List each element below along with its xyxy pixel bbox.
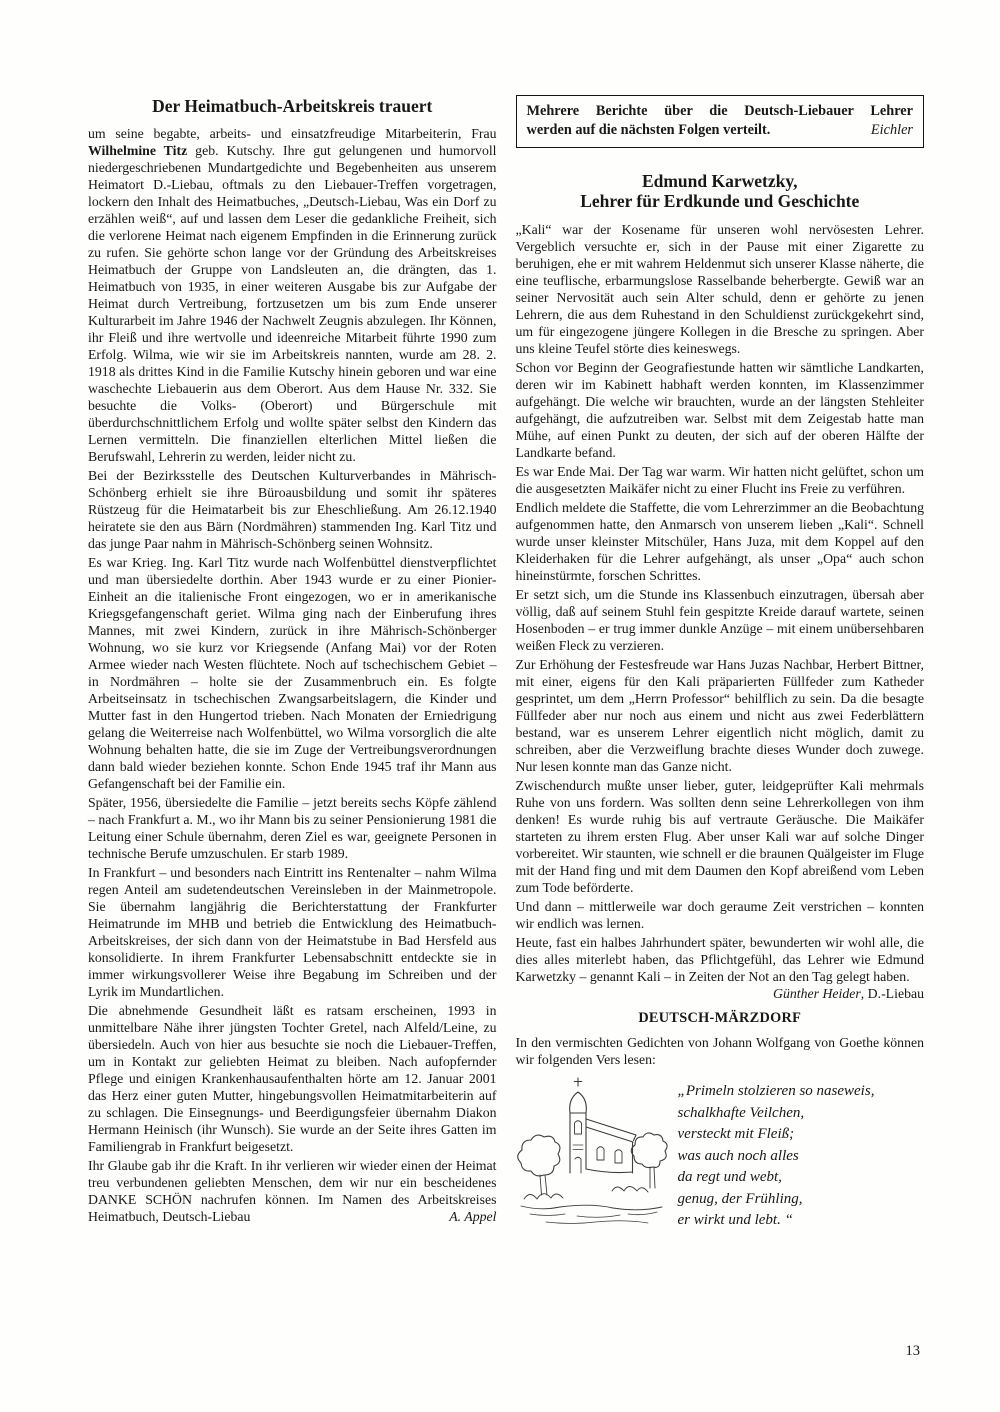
article-paragraph-5: Er setzt sich, um die Stunde ins Klassenbuch einzutragen, übersah aber völlig, daß auf seinem Stuhl fein gespitzte Kreide darauf wartete, seinen Hosenboden – er trug immer dunkle Anzüge – mit einem unübersehbaren weißen Fleck zu verzieren. — [515, 587, 924, 653]
maerzdorf-intro: In den vermischten Gedichten von Johann Wolfgang von Goethe können wir folgenden Vers lesen: — [515, 1035, 924, 1067]
paragraph-text: Heute, fast ein halbes Jahrhundert später, bewunderten wir wohl alle, die dies alles miterlebt haben, das Pflichtgefühl, das Lehrer wie Edmund Karwetzky – genannt Kali – in Zeiten der Not an den Tag gelegt haben. — [515, 935, 924, 984]
notice-text-line1: Mehrere Berichte über die Deutsch-Liebauer Lehrer — [526, 103, 913, 119]
obituary-paragraph-1 — [88, 125, 497, 465]
obituary-paragraph-5: In Frankfurt – und besonders nach Eintritt ins Rentenalter – nahm Wilma regen Anteil am sudetendeutschen Vereinsleben in der Mainmetropole. Sie übernahm langjährig die Berichterstattung der Frankfurter Heimatrunde im MHB und betrieb die Entwicklung des Heimatbuch-Arbeitskreises, der sich dann von der Heimatstube in Bad Hersfeld aus konsolidierte. In ihrem Frankfurter Lebensabschnitt entdeckte sie in immer wirkungsvollerer Weise ihre Begabung im Schreiben und der Lyrik im Mundartlichen. — [88, 865, 497, 999]
right-column — [516, 95, 925, 1232]
editor-notice-box — [516, 95, 925, 148]
verse-line: er wirkt und lebt. “ — [677, 1212, 793, 1228]
verse-line: was auch noch alles — [677, 1147, 799, 1164]
person-name-bold: Wilhelmine Titz — [88, 143, 188, 158]
article-paragraph-8: Und dann – mittlerweile war doch geraume Zeit verstrichen – konnten wir endlich was lernen. — [515, 899, 924, 931]
article-paragraph-4: Endlich meldete die Staffette, die vom Lehrerzimmer an die Beobachtung aufgenommen hatte, den Anmarsch von unserem lieben „Kali“. Schnell wurde unser kleinster Mitschüler, Hans Juza, mit dem Koppel auf den Kleiderhaken für die Lehrer aufgehängt, als unser „Opa“ auch schon hineinstürmte, forschen Schrittes. — [515, 500, 924, 583]
verse-line: „Primeln stolzieren so naseweis, — [677, 1083, 875, 1099]
heading-line-1: Edmund Karwetzky, — [641, 171, 798, 191]
left-column — [88, 95, 497, 1232]
notice-signature: Eichler — [870, 122, 913, 138]
verse-line: schalkhafte Veilchen, — [677, 1104, 805, 1121]
verse-line: versteckt mit Fleiß; — [677, 1126, 795, 1142]
article-paragraph-1: „Kali“ war der Kosename für unseren wohl nervösesten Lehrer. Vergeblich versuchte er, sich in der Pause mit einer Zigarette zu beruhigen, ehe er mit wahrem Heldenmut sich unserer Klasse näherte, die eine teuflische, erbarmungslose Rasselbande beherbergte. Gewiß war an seiner Nervosität auch sein Alter schuld, denn er gehörte zu jenen Lehrern, die aus dem Ruhestand in den Schuldienst zurückgekehrt sind, um für eingezogene jüngere Kollegen in die Bresche zu springen. Aber uns kleine Teufel störte dies keineswegs. — [515, 222, 924, 356]
paragraph-text: geb. Kutschy. Ihre gut gelungenen und humorvoll niedergeschriebenen Mundartgedichte und Begebenheiten aus unserem Heimatort D.-Liebau, oftmals zu den Liebauer-Treffen vorgetragen, lockern den Inhalt des Heimatbuches, „Deutsch-Liebau, Was ein Dorf zu erzählen weiß“, auf und lassen dem Leser die gedankliche Freiheit, sich die verlorene Heimat nach eigenem Empfinden in die Erinnerung zurück zu rufen. Sie gehörte schon lange vor der Gründung des Arbeitskreises Heimatbuch der Gruppe von Landsleuten an, die drängten, das 1. Heimatbuch von 1935, in einer weiteren Ausgabe bis zur Aufgabe der Heimat durch Vertreibung, fortzusetzen um bis zum Ende unserer Kulturarbeit im Jahre 1946 der Nachwelt Zeugnis abzulegen. Ihr Können, ihr Fleiß und ihre wertvolle und ideenreiche Mitarbeit führte 1990 zum Erfolg. Wilma, wie wir sie im Arbeitskreis nannten, wurde am 28. 2. 1918 als drittes Kind in die Familie Kutschy hinein geboren und war eine waschechte Liebauerin aus dem Oberort. Aus dem Hause Nr. 332. Sie besuchte die Volks- (Oberort) und Bürgerschule mit überdurchschnittlichem Erfolg und wollte später selbst den Kindern das Lernen vermitteln. Die finanziellen elterlichen Mittel ließen die Berufswahl, Lehrerin zu werden, leider nicht zu. — [88, 143, 497, 464]
verse-line: da regt und webt, — [677, 1169, 782, 1185]
right-article-heading — [516, 171, 925, 211]
obituary-paragraph-6: Die abnehmende Gesundheit läßt es ratsam erscheinen, 1993 in unmittelbare Nähe ihrer jüngsten Tochter Gretel, nach Alfeld/Leine, zu übersiedeln. Auch von hier aus besuchte sie noch die Liebauer-Treffen, um in Kontakt zur geliebten Heimat zu bleiben. Nach aufopfernder Pflege und einigen Krankenhausaufenthalten hörte am 12. Januar 2001 das Herz einer guten Mutter, hingebungsvollen Heimatmitarbeiterin auf zu schlagen. Die Einsegnungs- und Beerdigungsfeier übernahm Diakon Hermann Heinisch (ihr Wunsch). Sie wurde an der Seite ihres Gatten im Familiengrab in Frankfurt beigesetzt. — [88, 1003, 497, 1154]
paragraph-text: Ihr Glaube gab ihr die Kraft. In ihr verlieren wir wieder einen der Heimat treu verbundenen geliebten Menschen, dem wir nur ein bescheidenes DANKE SCHÖN nachrufen können. Im Namen des Arbeitskreises Heimatbuch, Deutsch-Liebau — [88, 1158, 497, 1224]
obituary-closing-paragraph — [88, 1157, 497, 1225]
page-number: 13 — [905, 1343, 920, 1359]
article-paragraph-7: Zwischendurch mußte unser lieber, guter, leidgeprüfter Kali mehrmals Ruhe von uns fordern. Was sollten denn seine Lehrerkollegen von ihm denken! Es wurde ruhig bis auf vertraute Geräusche. Die Maikäfer starteten zu ihrem ersten Flug. Aber unser Kali war auf solche Dinger vorbereitet. Wir staunten, wie schnell er die braunen Quälgeister im Fluge mit der Hand fing und mit dem Daumen den Kopf abreißend vom Leben zum Tode beförderte. — [515, 778, 924, 895]
obituary-paragraph-4: Später, 1956, übersiedelte die Familie – jetzt bereits sechs Köpfe zählend – nach Frankfurt a. M., wo ihr Mann bis zu seiner Pensionierung 1981 die Leitung einer Schule übernahm, deren Ziel es war, geeignete Personen in technische Berufe umzuschulen. Er starb 1989. — [88, 795, 497, 861]
article-paragraph-3: Es war Ende Mai. Der Tag war warm. Wir hatten nicht gelüftet, schon um die ausgesetzten Maikäfer nicht zu einer Flucht ins Freie zu verführen. — [515, 464, 924, 496]
maerzdorf-section — [516, 1009, 925, 1232]
paragraph-text: um seine begabte, arbeits- und einsatzfreudige Mitarbeiterin, Frau — [88, 126, 497, 141]
goethe-verse — [674, 1073, 875, 1232]
notice-text: werden auf die nächsten Folgen verteilt. — [526, 122, 771, 138]
verse-line: genug, der Frühling, — [677, 1190, 803, 1207]
obituary-paragraph-2: Bei der Bezirksstelle des Deutschen Kulturverbandes in Mährisch-Schönberg erhielt sie ihre Büroausbildung und somit ihr späteres Rüstzeug für die Heimatarbeit bis zur Eheschließung. Am 26.12.1940 heiratete sie den aus Bärn (Nordmähren) stammenden Ing. Karl Titz und das junge Paar nahm in Mährisch-Schönberg seinen Wohnsitz. — [88, 468, 497, 551]
left-article-title: Der Heimatbuch-Arbeitskreis trauert — [152, 96, 433, 116]
verse-with-drawing — [516, 1073, 925, 1232]
notice-text-line2 — [527, 121, 914, 140]
author-signature: Günther Heider, D.-Liebau — [773, 986, 924, 1001]
maerzdorf-heading: DEUTSCH-MÄRZDORF — [638, 1010, 802, 1026]
church-sketch-svg — [516, 1073, 668, 1225]
church-sketch-drawing — [516, 1073, 674, 1230]
article-closing-paragraph — [515, 934, 925, 1001]
obituary-paragraph-3: Es war Krieg. Ing. Karl Titz wurde nach Wolfenbüttel dienstverpflichtet und man übersiedelte dorthin. Aber 1943 wurde er zu einer Pionier-Einheit an die italienische Front eingezogen, wo er in amerikanische Kriegsgefangenschaft geriet. Wilma ging nach der Einberufung ihres Mannes, mit zwei Kindern, zurück in ihre Mährisch-Schönberger Wohnung, wo sie kurz vor Kriegsende (Anfang Mai) vor der Roten Armee wieder nach Westen flüchtete. Noch auf tschechischem Gebiet – in Nordmähren – holte sie der Zusammenbruch ein. Es folgte Arbeitseinsatz in tschechischen Zwangsarbeitslagern, die Kinder und Mutter fast in den Hungertod trieben. Nach Monaten der Erniedrigung gelang die Weiterreise nach Wolfenbüttel, wo Wilma vorsorglich die alte Wohnung behalten hatte, die sie im Zuge der Vertreibungsverordnungen dann bald wieder beziehen konnte. Schon Ende 1945 traf ihr Mann aus Gefangenschaft bei der Familie ein. — [88, 555, 497, 791]
author-signature: A. Appel — [449, 1209, 497, 1224]
article-paragraph-2: Schon vor Beginn der Geografiestunde hatten wir sämtliche Landkarten, deren wir im Kabinett habhaft werden konnten, im Klassenzimmer aufgehängt. Die welche wir brauchten, wurde an der längsten Stehleiter aufgehängt, die aufzutreiben war. Selbst mit dem Zeigestab hatte man Mühe, auf einen Punkt zu deuten, der sich auf der oberen Hälfte der Landkarte befand. — [515, 360, 924, 460]
article-paragraph-6: Zur Erhöhung der Festesfreude war Hans Juzas Nachbar, Herbert Bittner, mit einer, eigens für den Kali präparierten Füllfeder zum Katheder gesprintet, um dem „Herrn Professor“ behilflich zu sein. Da die besagte Füllfeder aber nur noch aus einem und nicht aus zwei Federblättern bestand, war es unserem Lehrer eigentlich nicht möglich, damit zu schreiben, aber die Verzweiflung brachte dieses Wunder doch zuwege. Nur lesen konnte man das Ganze nicht. — [515, 657, 924, 774]
heading-line-2: Lehrer für Erdkunde und Geschichte — [580, 191, 860, 211]
